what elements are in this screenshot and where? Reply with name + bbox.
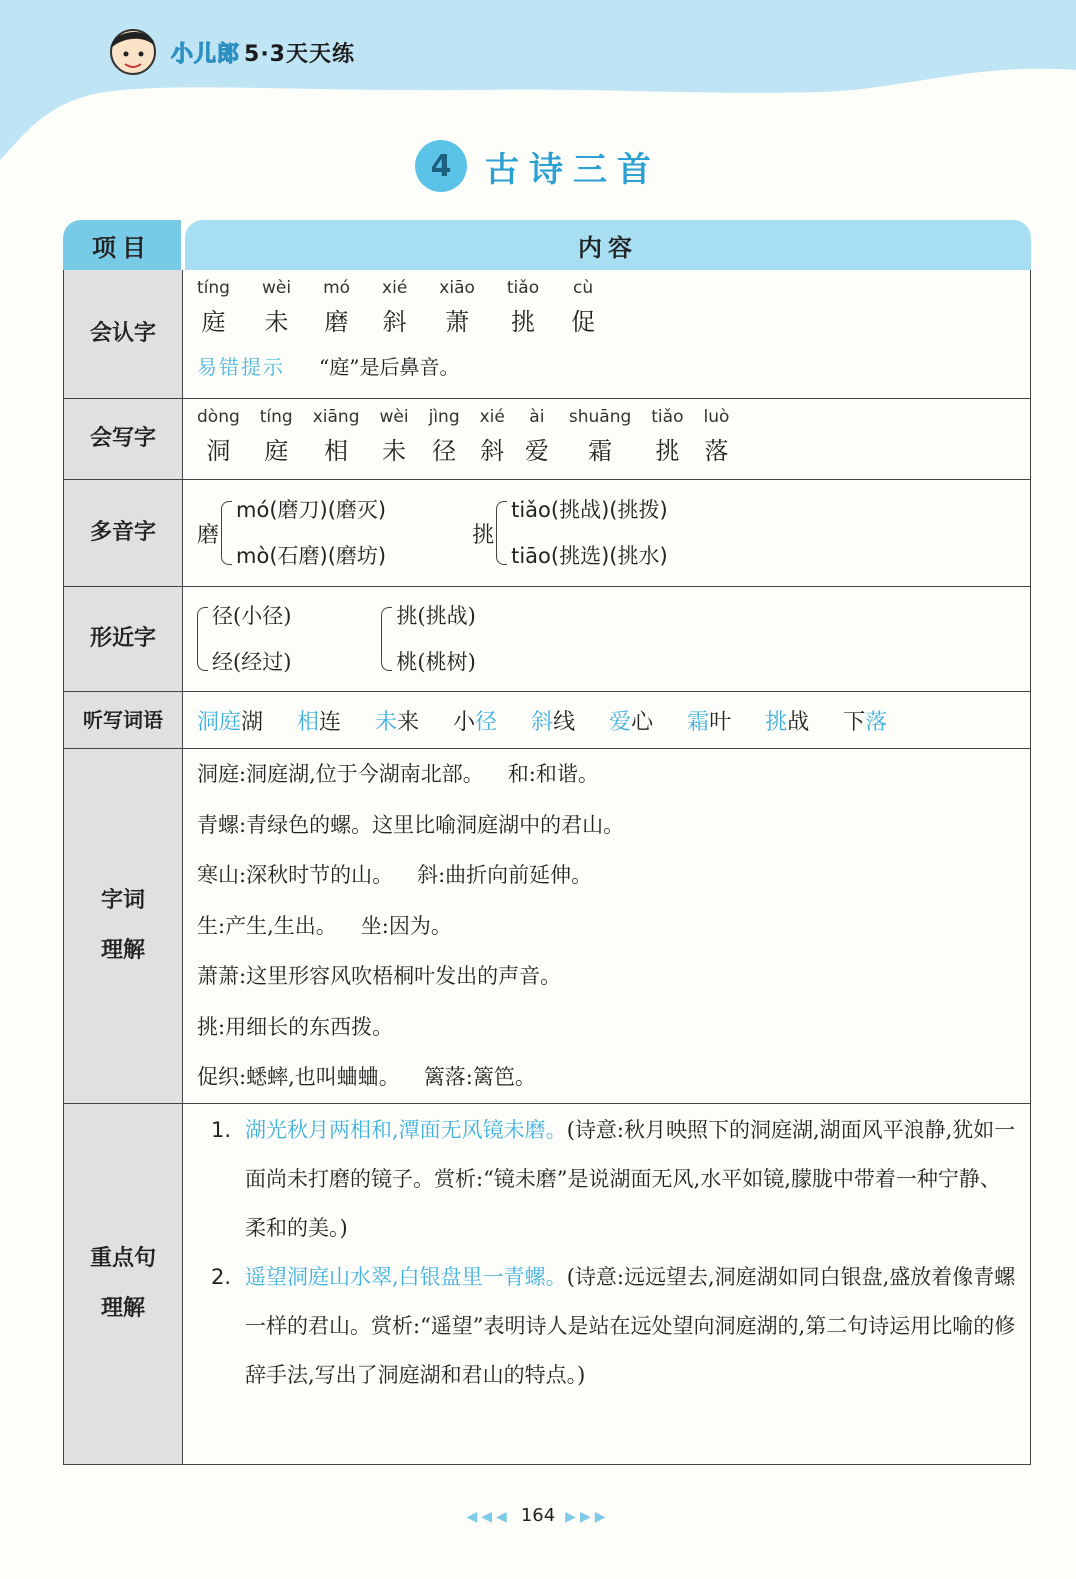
char-item — [380, 407, 409, 466]
pinyin: xié — [382, 278, 408, 298]
polyphone-line: mò(石磨)(磨坊) — [236, 544, 387, 568]
dictation-word — [197, 705, 263, 736]
definition: 洞庭:洞庭湖,位于今湖南北部。 — [197, 762, 484, 786]
row-recognize — [63, 270, 1031, 399]
pinyin: cù — [573, 278, 594, 298]
word-highlight: 霜 — [687, 709, 710, 735]
word-highlight: 洞庭 — [197, 709, 242, 735]
char-item — [260, 407, 293, 466]
dictation-word — [609, 705, 653, 736]
hanzi: 爱 — [524, 437, 549, 465]
polyphone-line: mó(磨刀)(磨灭) — [236, 498, 387, 522]
similar-group — [381, 593, 475, 685]
row-polyphone — [63, 480, 1031, 587]
header-item: 项目 — [63, 220, 181, 270]
dictation-word — [375, 705, 419, 736]
row-label: 形近字 — [64, 587, 183, 691]
sentence-explanation: (诗意:远远望去,洞庭湖如同白银盘,盛放着像青螺一样的君山。赏析:“遥望”表明诗人是站在远处望向洞庭湖的,第二句诗运用比喻的修辞手法,写出了洞庭湖和君山的特点。) — [245, 1265, 1016, 1387]
row-label: 会写字 — [64, 399, 183, 479]
definition-line — [197, 901, 1016, 952]
char-item — [262, 278, 291, 337]
dictation-word — [843, 705, 887, 736]
pinyin: ài — [529, 407, 545, 427]
row-dictation — [63, 692, 1031, 749]
study-table — [63, 220, 1031, 1465]
hanzi: 萧 — [445, 308, 470, 336]
dictation-word — [765, 705, 809, 736]
pinyin: xié — [479, 407, 505, 427]
word-plain: 叶 — [709, 709, 732, 735]
sentence-item — [197, 1106, 1016, 1253]
dictation-word — [453, 705, 497, 736]
word-highlight: 未 — [375, 709, 398, 735]
sentence-explanation: (诗意:秋月映照下的洞庭湖,湖面风平浪静,犹如一面尚未打磨的镜子。赏析:“镜未磨”是说湖面无风,水平如镜,朦胧中带着一种宁静、柔和的美。) — [245, 1118, 1016, 1240]
polyphone-group — [472, 487, 668, 579]
word-plain: 战 — [787, 709, 810, 735]
char-item — [571, 278, 595, 337]
brace — [381, 607, 392, 671]
word-highlight: 爱 — [609, 709, 632, 735]
similar-line: 径(小径) — [212, 604, 292, 628]
polyphone-char: 挑 — [472, 522, 495, 548]
char-item — [197, 278, 230, 337]
pinyin: wèi — [261, 278, 292, 298]
definition: 挑:用细长的东西拨。 — [197, 1014, 394, 1039]
hanzi: 洞 — [206, 437, 231, 465]
sentence-quote: 遥望洞庭山水翠,白银盘里一青螺。 — [245, 1265, 567, 1289]
word-plain: 来 — [397, 709, 420, 735]
dictation-word — [531, 705, 575, 736]
arrows-right-icon: ▶▶▶ — [565, 1509, 610, 1525]
sentence-quote: 湖光秋月两相和,潭面无风镜未磨。 — [245, 1118, 567, 1142]
row-label-line: 理解 — [100, 938, 145, 963]
page-number-text: 164 — [520, 1505, 556, 1526]
char-item — [382, 278, 407, 337]
definition-line — [197, 800, 1016, 851]
word-plain: 下 — [843, 709, 866, 735]
row-label — [64, 1104, 183, 1464]
hanzi: 未 — [264, 308, 289, 336]
table-header — [63, 220, 1031, 270]
dictation-word — [687, 705, 731, 736]
tip-label: 易错提示 — [197, 355, 285, 379]
char-list — [197, 407, 1016, 466]
polyphone-line: tiāo(挑选)(挑水) — [511, 544, 668, 568]
hanzi: 斜 — [382, 308, 407, 336]
similar-group — [197, 593, 291, 685]
hanzi: 霜 — [588, 437, 613, 465]
char-item — [197, 407, 240, 466]
error-tip — [197, 351, 1016, 380]
word-plain: 心 — [631, 709, 654, 735]
char-item — [480, 407, 505, 466]
definition: 篱落:篱笆。 — [423, 1065, 536, 1089]
hanzi: 相 — [324, 437, 349, 465]
polyphone-char: 磨 — [197, 522, 220, 548]
series-name: 5·3天天练 — [244, 41, 355, 67]
char-item — [429, 407, 460, 466]
sentence-item — [197, 1253, 1016, 1400]
word-plain: 小 — [453, 709, 476, 735]
similar-line: 桃(桃树) — [396, 650, 476, 674]
row-label-line: 字词 — [100, 888, 145, 913]
mascot-icon — [105, 22, 161, 82]
word-highlight: 斜 — [531, 709, 554, 735]
hanzi: 磨 — [324, 308, 349, 336]
header-content: 内容 — [185, 220, 1031, 270]
page-number — [0, 1505, 1076, 1526]
row-write — [63, 399, 1031, 480]
polyphone-line: tiǎo(挑战)(挑拨) — [511, 498, 668, 522]
word-plain: 湖 — [241, 709, 264, 735]
dictation-word — [297, 705, 341, 736]
word-highlight: 径 — [475, 709, 498, 735]
pinyin: tiǎo — [651, 407, 684, 427]
similar-line: 挑(挑战) — [396, 604, 476, 628]
definition-line — [197, 951, 1016, 1002]
char-list — [197, 278, 1016, 337]
similar-line: 经(经过) — [212, 650, 292, 674]
char-item — [507, 278, 539, 337]
brand-logo: 小儿郎 — [171, 41, 241, 67]
brace — [221, 501, 232, 565]
row-label: 多音字 — [64, 480, 183, 586]
pinyin: mó — [323, 278, 351, 298]
hanzi: 挑 — [511, 308, 535, 336]
word-plain: 线 — [553, 709, 576, 735]
sentence-number: 1. — [211, 1118, 232, 1142]
row-similar — [63, 587, 1031, 692]
tip-text: “庭”是后鼻音。 — [319, 355, 460, 379]
pinyin: tiǎo — [506, 278, 540, 298]
definition: 促织:蟋蟀,也叫蛐蛐。 — [197, 1065, 400, 1089]
definition-list — [197, 749, 1016, 1103]
definition-line — [197, 749, 1016, 800]
brand — [105, 22, 355, 82]
char-item — [651, 407, 683, 466]
sentence-number: 2. — [211, 1265, 232, 1289]
lesson-title — [0, 140, 1076, 192]
hanzi: 挑 — [655, 437, 680, 465]
definition-line — [197, 1052, 1016, 1103]
pinyin: tíng — [197, 278, 230, 298]
hanzi: 斜 — [480, 437, 505, 465]
word-highlight: 相 — [297, 709, 320, 735]
pinyin: wèi — [379, 407, 409, 427]
lesson-name: 古诗三首 — [485, 149, 661, 190]
word-plain: 连 — [319, 709, 342, 735]
pinyin: xiāng — [312, 407, 360, 427]
word-highlight: 挑 — [765, 709, 788, 735]
definition-line — [197, 850, 1016, 901]
definition: 坐:因为。 — [360, 913, 452, 938]
brace — [496, 501, 507, 565]
arrows-left-icon: ◀◀◀ — [466, 1509, 511, 1525]
hanzi: 促 — [571, 308, 596, 336]
row-label: 听写词语 — [64, 692, 183, 748]
hanzi: 径 — [432, 437, 457, 465]
row-label-line: 重点句 — [89, 1246, 156, 1271]
hanzi: 落 — [704, 437, 729, 465]
row-key-sentences — [63, 1104, 1031, 1465]
pinyin: tíng — [259, 407, 293, 427]
pinyin: dòng — [197, 407, 240, 427]
pinyin: shuāng — [568, 407, 632, 427]
pinyin: xiāo — [439, 278, 475, 298]
dictation-words — [197, 705, 917, 736]
sentence-list — [197, 1106, 1016, 1400]
char-item — [323, 278, 350, 337]
word-highlight: 落 — [865, 709, 888, 735]
hanzi: 庭 — [264, 437, 289, 465]
char-item — [313, 407, 360, 466]
brace — [197, 607, 208, 671]
row-label — [64, 749, 183, 1103]
polyphone-group — [197, 487, 386, 579]
definition: 斜:曲折向前延伸。 — [417, 863, 593, 887]
definition-line — [197, 1002, 1016, 1053]
definition: 寒山:深秋时节的山。 — [197, 863, 394, 887]
char-item — [569, 407, 631, 466]
char-item — [525, 407, 549, 466]
char-item — [439, 278, 475, 337]
pinyin: jìng — [428, 407, 460, 427]
lesson-number: 4 — [415, 140, 467, 192]
pinyin: luò — [703, 407, 730, 427]
hanzi: 庭 — [201, 308, 226, 336]
row-label: 会认字 — [64, 270, 183, 398]
char-item — [703, 407, 729, 466]
row-label-line: 理解 — [100, 1296, 145, 1321]
definition: 和:和谐。 — [507, 762, 599, 786]
row-word-meaning — [63, 749, 1031, 1104]
definition: 生:产生,生出。 — [197, 913, 337, 938]
hanzi: 未 — [382, 437, 407, 465]
definition: 萧萧:这里形容风吹梧桐叶发出的声音。 — [197, 964, 562, 988]
definition: 青螺:青绿色的螺。这里比喻洞庭湖中的君山。 — [197, 812, 625, 837]
